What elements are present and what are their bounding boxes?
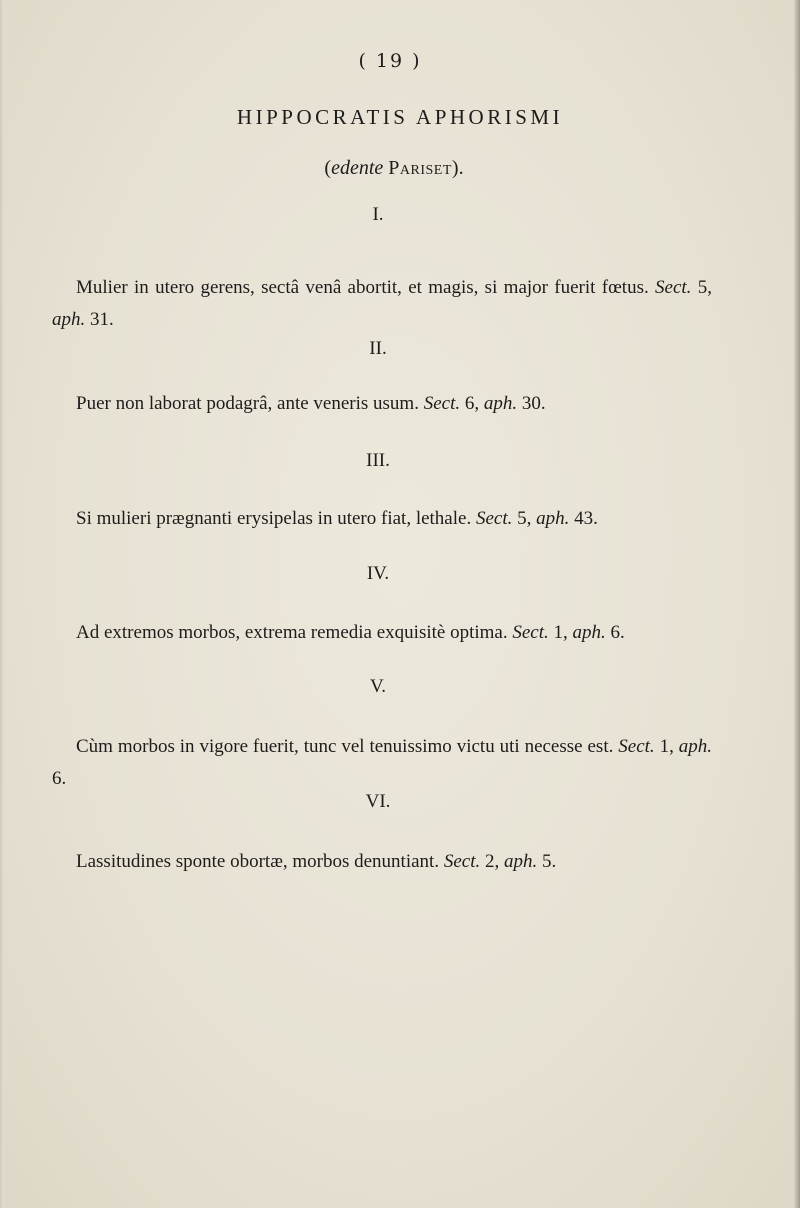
section-label: Sect.: [655, 277, 692, 298]
aphorism-body: Si mulieri prægnanti erysipelas in utero fiat, lethale.: [76, 508, 472, 529]
aphorism-numeral: VI.: [365, 791, 391, 812]
aphorism-numeral: III.: [366, 450, 390, 471]
page-right-edge: [794, 0, 800, 1208]
subtitle-editor: Pariset: [388, 157, 452, 179]
aphorism-label: aph.: [503, 851, 538, 872]
section-label: Sect.: [475, 508, 513, 529]
aphorism-text: Si mulieri prægnanti erysipelas in utero fiat, lethale. Sect. 5, aph. 43.: [76, 508, 598, 529]
subtitle-edente: edente: [331, 157, 384, 179]
aphorism-text: Puer non laborat podagrâ, ante veneris usum. Sect. 6, aph. 30.: [76, 393, 546, 414]
aphorism-numeral: II.: [369, 338, 387, 359]
aphorism-number: 6.: [610, 622, 625, 643]
aphorism-numeral: I.: [372, 204, 384, 225]
section-label: Sect.: [443, 851, 481, 872]
section-number: 5: [517, 508, 527, 529]
aphorism-number: 43.: [574, 508, 598, 529]
aphorism-text: Lassitudines sponte obortæ, morbos denuntiant. Sect. 2, aph. 5.: [76, 851, 557, 872]
aphorism-label: aph.: [678, 736, 713, 757]
aphorism-numeral: IV.: [366, 563, 390, 584]
subtitle: [0, 157, 788, 180]
section-number: 6: [464, 393, 475, 414]
section-number: 5: [697, 277, 708, 298]
aphorism-number: 31.: [90, 309, 114, 330]
aphorism-body: Ad extremos morbos, extrema remedia exquisitè optima.: [76, 622, 508, 643]
subtitle-close: ).: [451, 157, 464, 179]
aphorism-body: Puer non laborat podagrâ, ante veneris usum.: [76, 393, 419, 414]
aphorism-label: aph.: [572, 622, 606, 643]
aphorism-numeral: V.: [369, 676, 387, 697]
aphorism-number: 5.: [541, 851, 557, 872]
section-number: 2: [484, 851, 495, 872]
section-label: Sect.: [618, 736, 655, 757]
aphorism-text: Mulier in utero gerens, sectâ venâ abortit, et magis, si major fuerit fœtus. Sect. 5, aph. 31.: [52, 277, 712, 330]
aphorism-body: Mulier in utero gerens, sectâ venâ abortit, et magis, si major fuerit fœtus.: [76, 277, 649, 298]
page-number: ( 19 ): [358, 50, 422, 72]
aphorism-text: Cùm morbos in vigore fuerit, tunc vel tenuissimo victu uti necesse est. Sect. 1, aph. 6.: [52, 736, 713, 789]
page-title: HIPPOCRATIS APHORISMI: [236, 105, 564, 129]
aphorism-number: 30.: [521, 393, 546, 414]
section-number: 1: [659, 736, 670, 757]
aphorism-body: Cùm morbos in vigore fuerit, tunc vel tenuissimo victu uti necesse est.: [76, 736, 614, 757]
page-left-edge: [0, 0, 4, 1208]
section-number: 1: [553, 622, 564, 643]
section-label: Sect.: [423, 393, 461, 414]
aphorism-label: aph.: [536, 508, 570, 529]
aphorism-label: aph.: [52, 309, 86, 330]
aphorism-body: Lassitudines sponte obortæ, morbos denuntiant.: [76, 851, 440, 872]
subtitle-open: (: [324, 157, 332, 179]
aphorism-text: Ad extremos morbos, extrema remedia exquisitè optima. Sect. 1, aph. 6.: [76, 622, 625, 643]
aphorism-label: aph.: [483, 393, 518, 414]
section-label: Sect.: [512, 622, 549, 643]
aphorism-number: 6.: [52, 768, 67, 789]
